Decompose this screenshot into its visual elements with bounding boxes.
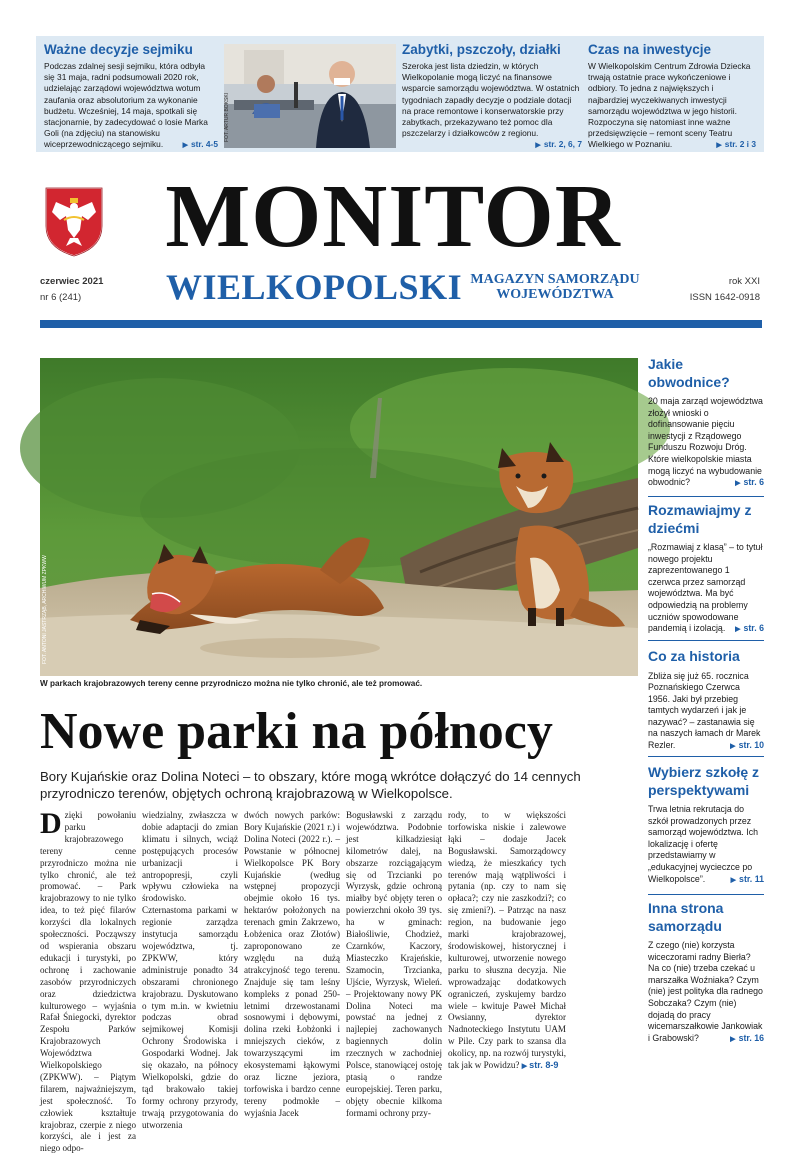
sidebar-divider [648,756,764,757]
page-ref[interactable]: ▶ str. 11 [731,874,764,887]
page-ref[interactable]: ▶ str. 10 [730,740,764,753]
issue-date: czerwiec 2021 [40,276,104,287]
tagline-line-1: MAGAZYN SAMORZĄDU [470,272,640,287]
teaser-body: Podczas zdalnej sesji sejmiku, która odbyła się 31 maja, radni podsumowali 2020 rok, udzielając zarządowi województwa wotum zaufania oraz absolutorium za wykonanie budżetu. Wcześniej, 14 maja, spotkali się stacjonarnie, by zadecydować o losie Marka Goli (na zdjęciu) na stanowisku wiceprzewodniczącego sejmiku. ▶ str. 4-5 [44,61,218,151]
sidebar-title: Wybierz szkołę z perspektywami [648,764,760,798]
photo-caption: W parkach krajobrazowych tereny cenne przyrodniczo można nie tylko chronić, ale też promować. [40,679,423,688]
sidebar-title: Rozmawiajmy z dziećmi [648,502,752,536]
column-text: rody, to w większości torfowiska niskie i zalewowe łąki – dodaje Jacek Bogusławski. Samorządowcy wiedzą, że mieszkańcy tych terenów mają wątpliwości i pytania (np. czy to nam się opłaca?; czy nie zaszkodzi?; co się zmieni?). – Patrząc na nasz region, na budowanie jego marki krajobrazowej, środowiskowej, historycznej i kulturowej, utworzenie nowego parku to słuszna decyzja. Nie wprowadzając dodatkowych ograniczeń, zyskujemy bardzo wiele – kwituje Paweł Michał Owsianny, dyrektor Nadnoteckiego Instytutu UAM w Pile. Czy park to szansa dla okolicy, np. na rozwój turystyki, tak jak w Powidzu? [448,810,566,1071]
photo-credit: FOT. ANTONI JASTRZĄB, ARCHIWUM ZPKWW [42,555,48,664]
issue-number: nr 6 (241) [40,292,82,303]
photo-credit: FOT. ARTUR BOKSKI [224,92,230,142]
masthead-rule [40,320,762,328]
teaser-inwestycje[interactable] [588,42,756,152]
page-ref[interactable]: ▶ str. 2 i 3 [716,139,756,151]
sidebar-body: 20 maja zarząd województwa złożył wnioski o dofinansowanie pięciu inwestycji z Rządowego Funduszu Rozwoju Dróg. Które wielkopolskie miasta mogą liczyć na wybudowanie obwodnic? ▶ str. 6 [648,396,764,489]
article-column-4 [346,810,442,1120]
teaser-zabytki[interactable] [402,42,582,152]
teaser-body: W Wielkopolskim Centrum Zdrowia Dziecka trwają ostatnie prace wykończeniowe i odbiory. To jedna z największych i najbardziej wyczekiwanych inwestycji samorządu województwa w jego historii. Rozpoczyna się natomiast inne ważne przedsięwzięcie – remont sceny Teatru Wielkiego w Poznaniu. ▶ str. 2 i 3 [588,61,756,151]
article-column-1 [40,807,136,1155]
teaser-bar [36,36,764,152]
teaser-title: Ważne decyzje sejmiku [44,42,193,57]
page-ref[interactable]: ▶ str. 6 [735,477,764,490]
issn: ISSN 1642-0918 [689,292,760,303]
volume-year: rok XXI [728,276,760,287]
article-column-2 [142,810,238,1131]
teaser-title: Czas na inwestycje [588,42,712,57]
sidebar-divider [648,496,764,497]
magazine-tagline [470,272,640,302]
sidebar-body: Trwa letnia rekrutacja do szkół prowadzonych przez samorząd województwa. Ich lokalizację i ofertę przedstawiamy w „edukacyjnej wycieczce po Wielkopolsce”. ▶ str. 11 [648,804,764,885]
column-text: Bogusławski z zarządu województwa. Podobnie jest kilkadziesiąt kilometrów dalej, na obszarze rozciągającym się od Trzcianki po Wyrzysk, gdzie ochroną miałby być objęty teren o powierzchni około 39 tys. ha w gminach: Białośliwie, Chodzież, Czarnków, Kaczory, Miasteczko Krajeńskie, Szamocin, Trzcianka, Ujście, Wyrzysk, Wieleń. – Projektowany nowy PK Dolina Noteci ma powstać na jednej z najlepiej zachowanych bagiennych dolin rzecznych w zachodniej Polsce, stanowiącej ostoję ptasią o randze europejskiej. Teren parku, objęty obecnie kilkoma formami ochrony przy- [346,810,442,1118]
sidebar-body: „Rozmawiaj z klasą” – to tytuł nowego projektu zaprezentowanego 1 czerwca przez samorząd województwa. Ma być odpowiedzią na problemy uczniów spowodowane pandemią i izolacją. ▶ str. 6 [648,542,764,635]
article-lead: Bory Kujańskie oraz Dolina Noteci – to obszary, które mogą wkrótce dołączyć do 14 cennych przyrodniczo terenów, objętych ochroną krajobrazową w Wielkopolsce. [40,769,581,802]
wielkopolska-crest-icon [44,186,104,258]
drop-cap: D [40,807,62,840]
column-text: wiedzialny, zwłaszcza w dobie adaptacji do zmian klimatu i silnych, wciąż postępujących procesów urbanizacji i antropopresji, czyli wpływu człowieka na środowisko. Czternastoma parkami w regionie zarządza instytucja samorządu województwa, tj. ZPKWW, który administruje ponadto 34 obszarami chronionego krajobrazu. Dyskutowano o tym m.in. w kwietniu podczas obrad sejmikowej Komisji Ochrony Środowiska i Gospodarki Wodnej. Jak się okazało, na północy Wielkopolski, gdzie do tąd brakowało takiej formy ochrony przyrody, trwają przygotowania do utworzenia [142,810,238,1130]
sidebar-divider [648,894,764,895]
masthead-subtitle: WIELKOPOLSKI [166,267,463,307]
sidebar-item-samorzad[interactable] [648,900,764,1045]
page-ref[interactable]: ▶ str. 2, 6, 7 [535,139,582,151]
page-ref[interactable]: ▶ str. 8-9 [522,1060,559,1070]
council-photo-illustration [224,44,396,148]
sidebar-title: Inna strona samorządu [648,900,724,934]
sidebar-item-szkoly[interactable] [648,764,764,886]
sidebar-item-obwodnice[interactable] [648,356,764,490]
teaser-photo [224,44,396,148]
sidebar-body: Zbliża się już 65. rocznica Poznańskiego Czerwca 1956. Jaki był przebieg tamtych wydarzeń i jak je nazywać? – zastanawia się na naszych łamach dr Marek Rezler. ▶ str. 10 [648,671,764,752]
teaser-sejmik[interactable] [44,42,218,152]
column-text: dwóch nowych parków: Bory Kujańskie (2021 r.) i Dolina Noteci (2022 r.). – Powstanie w północnej Wielkopolsce PK Bory Kujańskie (według wstępnej propozycji obejmie około 16 tys. hektarów położonych na terenach gmin Zakrzewo, Łobżenica oraz Złotów) zaproponowano ze względu na dużą atrakcyjność tego terenu. Znajduje się tam leśny kompleks z ponad 250-letnimi drzewostanami sosnowymi i dębowymi, dolina rzeki Łobżonki i mniejszych cieków, z towarzyszącymi im ekosystemami łąkowymi oraz liczne jeziora, torfowiska i bardzo cenne tereny podmokłe – wyjaśnia Jacek [244,810,340,1118]
sidebar-item-historia[interactable] [648,648,764,753]
foxes-photo-illustration [40,358,638,676]
sidebar-body: Z czego (nie) korzysta wiceczorami radny Bierła? Na co (nie) trzeba czekać u marszałka Woźniaka? Czym (nie) jest polityka dla radnego Sobczaka? Czym (nie) dojadą do pracy wicemarszałkowie Jankowiak i Grabowski? ▶ str. 16 [648,940,764,1044]
masthead-title: MONITOR [165,167,621,266]
sidebar-title: Co za historia [648,648,740,664]
article-column-5 [448,810,566,1073]
sidebar-title: Jakie obwodnice? [648,356,730,390]
page-ref[interactable]: ▶ str. 4-5 [183,139,218,151]
column-text: zięki powołaniu parku krajobrazowego tereny cenne przyrodniczo można nie tylko chronić, ale też promować. – Park krajobrazowy to nie tylko idea, to też pięć filarów korzyści dla lokalnych społeczności. Począwszy od wspierania obszaru edukacji i turystyki, po ochronę i zachowanie zasobów przyrodniczych oraz dziedzictwa kulturowego – wyjaśnia Rafał Śniegocki, dyrektor Zespołu Parków Krajobrazowych Województwa Wielkopolskiego (ZPKWW). – Piątym filarem, najważniejszym, jest społeczność. To człowiek kształtuje krajobraz, czerpie z niego korzyści, ale i jest za niego odpo- [40,810,136,1154]
sidebar-item-dzieci[interactable] [648,502,764,636]
teaser-body: Szeroka jest lista dziedzin, w których Wielkopolanie mogą liczyć na finansowe wsparcie samorządu województwa. W ostatnich tygodniach zapadły decyzje o podziale dotacji na prace remontowe i konserwatorskie przy zabytkach, przekazywano też pomoc dla pszczelarzy i działkowców z regionu. ▶ str. 2, 6, 7 [402,61,582,139]
page-ref[interactable]: ▶ str. 16 [730,1033,764,1046]
article-column-3 [244,810,340,1120]
tagline-line-2: WOJEWÓDZTWA [496,287,614,302]
teaser-title: Zabytki, pszczoły, działki [402,42,561,57]
article-headline: Nowe parki na północy [40,703,553,760]
page-ref[interactable]: ▶ str. 6 [735,623,764,636]
sidebar-divider [648,640,764,641]
main-photo [40,358,638,676]
